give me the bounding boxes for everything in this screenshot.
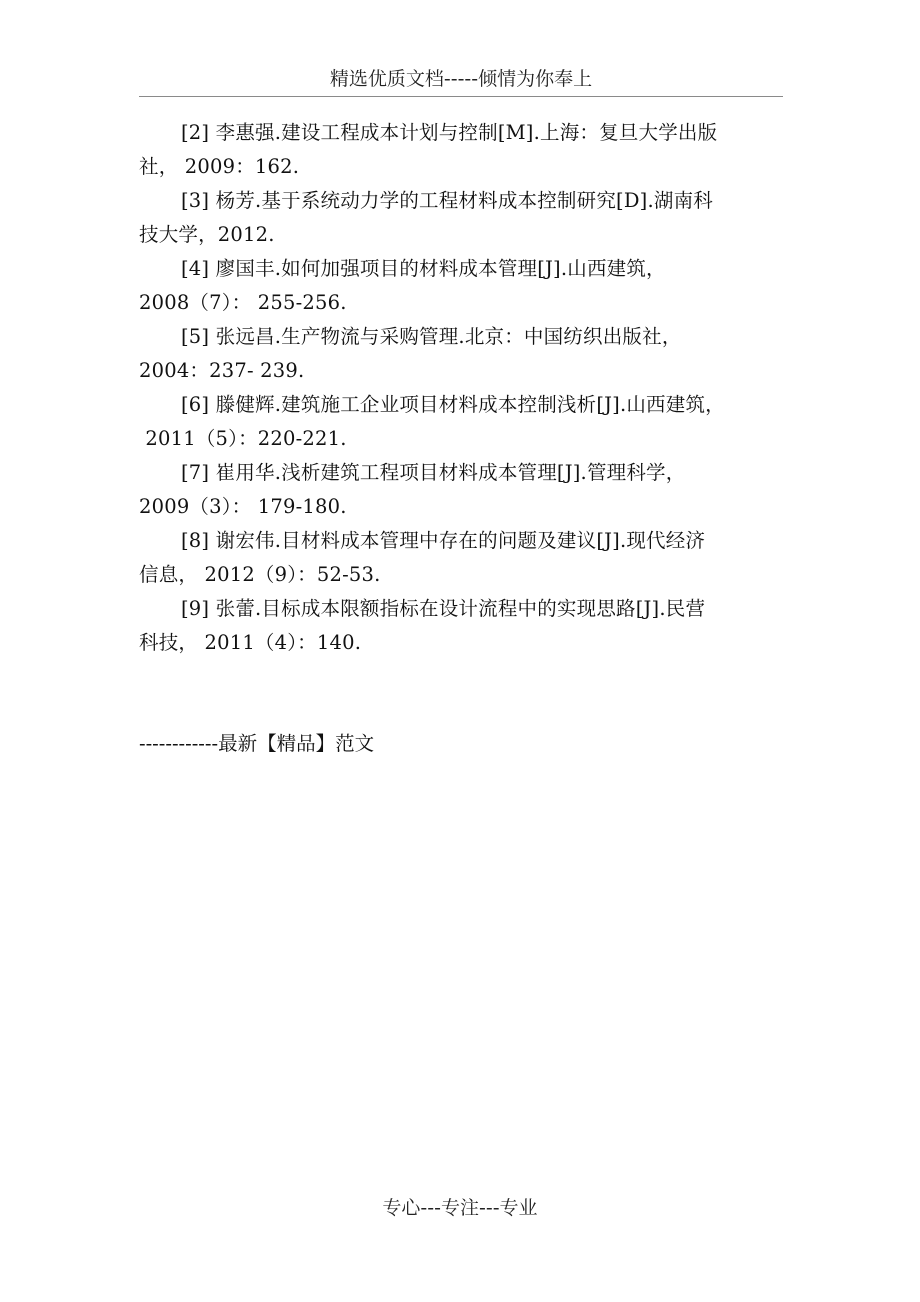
reference-line-1: [7] 崔用华.浅析建筑工程项目材料成本管理[J].管理科学， [181, 461, 686, 484]
reference-item-3 [139, 184, 783, 252]
reference-line-1: [2] 李惠强.建设工程成本计划与控制[M].上海：复旦大学出版 [181, 121, 718, 144]
reference-item-9 [139, 592, 783, 660]
reference-item-5 [139, 320, 783, 388]
page-header: 精选优质文档-----倾情为你奉上 [139, 64, 783, 97]
reference-line-2: 技大学，2012. [139, 223, 275, 246]
closing-tagline: ------------最新【精品】范文 [139, 732, 375, 755]
reference-item-2 [139, 116, 783, 184]
reference-line-2: 社， 2009：162. [139, 155, 300, 178]
reference-line-1: [8] 谢宏伟.目材料成本管理中存在的问题及建议[J].现代经济 [181, 529, 706, 552]
reference-line-1: [5] 张远昌.生产物流与采购管理.北京：中国纺织出版社， [181, 325, 682, 348]
reference-line-1: [6] 滕健辉.建筑施工企业项目材料成本控制浅析[J].山西建筑， [181, 393, 725, 416]
reference-item-7 [139, 456, 783, 524]
reference-line-1: [9] 张蕾.目标成本限额指标在设计流程中的实现思路[J].民营 [181, 597, 706, 620]
reference-line-1: [4] 廖国丰.如何加强项目的材料成本管理[J].山西建筑， [181, 257, 666, 280]
reference-line-2: 2011（5）：220-221. [139, 427, 347, 450]
reference-list [139, 116, 783, 660]
reference-item-4 [139, 252, 783, 320]
reference-item-8 [139, 524, 783, 592]
reference-line-2: 2009（3）： 179-180. [139, 495, 347, 518]
reference-line-2: 2008（7）： 255-256. [139, 291, 347, 314]
reference-line-2: 科技， 2011（4）：140. [139, 631, 362, 654]
page-footer: 专心---专注---专业 [382, 1197, 538, 1219]
reference-line-1: [3] 杨芳.基于系统动力学的工程材料成本控制研究[D].湖南科 [181, 189, 713, 212]
reference-line-2: 信息， 2012（9）：52-53. [139, 563, 381, 586]
reference-item-6 [139, 388, 783, 456]
reference-line-2: 2004：237- 239. [139, 359, 305, 382]
